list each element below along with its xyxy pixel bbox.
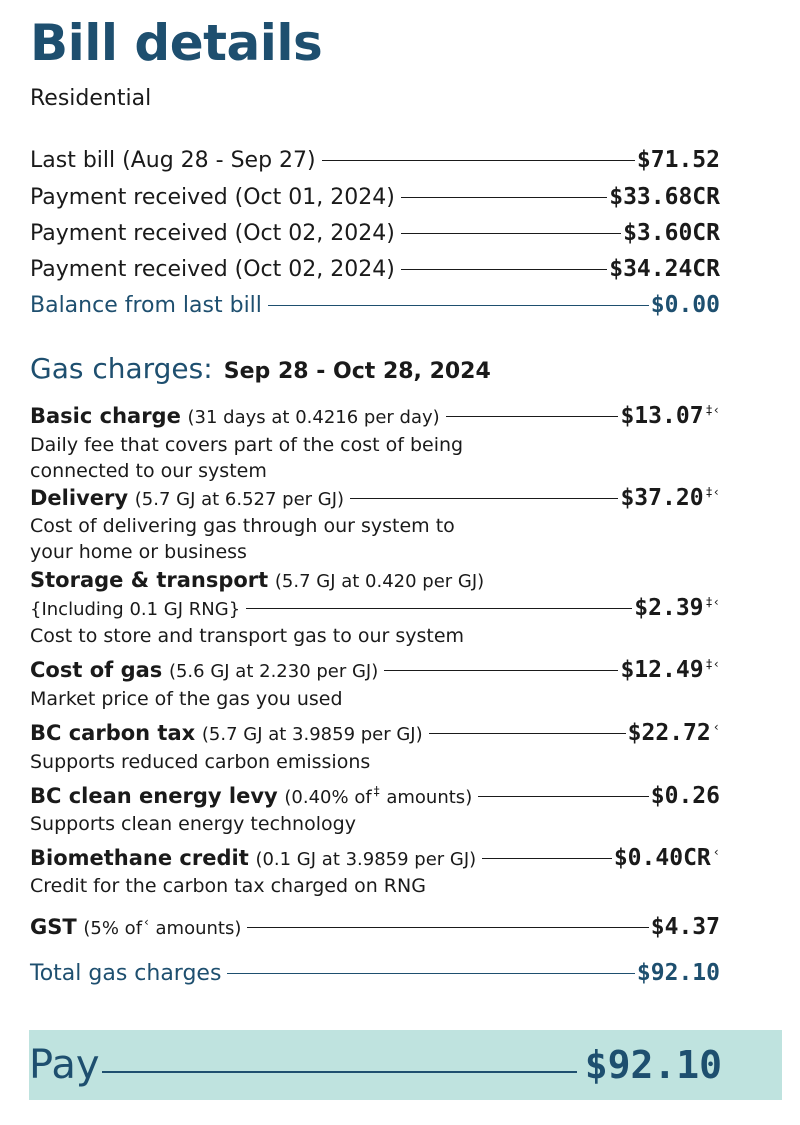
detail-footnote-mark: ‡: [373, 784, 380, 798]
leader-line: [401, 197, 607, 198]
charge-description: Daily fee that covers part of the cost of being: [30, 434, 464, 456]
charge-amount: $37.20: [620, 485, 704, 511]
pay-summary-box: [29, 1030, 782, 1100]
charge-detail: (31 days at 0.4216 per day): [187, 407, 440, 428]
payment-label: Payment received (Oct 02, 2024): [30, 220, 395, 246]
balance-amount: $0.00: [650, 292, 720, 318]
charge-footnote-marks: ‹: [712, 720, 720, 735]
charge-detail: (5% of: [83, 918, 143, 939]
charge-detail: (5.7 GJ at 6.527 per GJ): [134, 489, 345, 510]
leader-line: [401, 233, 621, 234]
charge-amount: $13.07: [620, 403, 704, 429]
last-bill-label: Last bill (Aug 28 - Sep 27): [30, 147, 316, 173]
charge-description: Cost of delivering gas through our system to: [30, 515, 455, 537]
charge-row-basic: [30, 401, 720, 431]
leader-line: [384, 670, 618, 671]
payment-row: [30, 216, 720, 250]
payment-amount: $34.24CR: [609, 256, 720, 282]
charge-row-storage: [30, 565, 720, 595]
last-bill-amount: $71.52: [636, 147, 720, 173]
charge-description: your home or business: [30, 541, 247, 563]
payment-row: [30, 252, 720, 286]
balance-row: [30, 288, 720, 322]
charge-description: Cost to store and transport gas to our system: [30, 625, 465, 647]
leader-line: [429, 733, 626, 734]
charge-name: Storage & transport: [30, 568, 269, 592]
charge-row-carbon-tax: [30, 718, 720, 748]
charge-name: Delivery: [30, 486, 129, 510]
gas-charges-period: Sep 28 - Oct 28, 2024: [223, 359, 491, 384]
charge-row-storage-sub: [30, 593, 720, 623]
charge-row-clean-energy-levy: [30, 781, 720, 811]
payment-label: Payment received (Oct 01, 2024): [30, 184, 395, 210]
balance-label: Balance from last bill: [30, 292, 262, 318]
leader-line: [322, 160, 635, 161]
charge-name: Basic charge: [30, 404, 181, 428]
charge-description: Supports clean energy technology: [30, 813, 356, 835]
leader-line: [227, 973, 634, 974]
charge-footnote-marks: ‹: [712, 845, 720, 860]
leader-line: [482, 858, 612, 859]
charge-detail: (5.7 GJ at 3.9859 per GJ): [201, 724, 423, 745]
charge-footnote-marks: ‡‹: [705, 485, 720, 500]
leader-line: [268, 305, 649, 306]
total-gas-charges-row: [30, 956, 720, 990]
charge-detail: (0.1 GJ at 3.9859 per GJ): [255, 849, 477, 870]
charge-amount: $4.37: [650, 914, 720, 940]
charge-description: Credit for the carbon tax charged on RNG: [30, 875, 426, 897]
charge-amount: $22.72: [627, 720, 711, 746]
charge-name: GST: [30, 915, 77, 939]
charge-amount: $0.40CR: [613, 845, 711, 871]
leader-line: [401, 269, 607, 270]
charge-amount: $0.26: [650, 783, 720, 809]
charge-footnote-marks: ‡‹: [705, 657, 720, 672]
account-type: Residential: [30, 86, 152, 111]
charge-description: Supports reduced carbon emissions: [30, 751, 371, 773]
leader-line: [478, 796, 649, 797]
leader-line: [102, 1071, 577, 1073]
detail-footnote-mark: ‹: [144, 915, 149, 929]
payment-label: Payment received (Oct 02, 2024): [30, 256, 395, 282]
charge-row-gst: [30, 912, 720, 942]
total-gas-charges-label: Total gas charges: [30, 960, 222, 986]
total-gas-charges-amount: $92.10: [636, 960, 720, 986]
charge-name: Biomethane credit: [30, 846, 249, 870]
leader-line: [350, 498, 618, 499]
charge-amount: $12.49: [620, 657, 704, 683]
payment-row: [30, 180, 720, 214]
charge-footnote-marks: ‡‹: [705, 595, 720, 610]
charge-detail: (0.40% of: [284, 787, 372, 808]
charge-footnote-marks: ‡‹: [705, 403, 720, 418]
charge-name: BC clean energy levy: [30, 784, 278, 808]
payment-amount: $3.60CR: [623, 220, 720, 246]
charge-detail: amounts): [155, 918, 242, 939]
charge-description: connected to our system: [30, 460, 267, 482]
charge-row-biomethane-credit: [30, 843, 720, 873]
page-title: Bill details: [30, 14, 323, 72]
charge-description: Market price of the gas you used: [30, 688, 343, 710]
gas-charges-heading: [30, 352, 491, 385]
payment-amount: $33.68CR: [609, 184, 720, 210]
charge-row-delivery: [30, 483, 720, 513]
leader-line: [246, 608, 632, 609]
pay-amount: $92.10: [584, 1043, 722, 1087]
charge-detail: (5.7 GJ at 0.420 per GJ): [274, 571, 485, 592]
charge-name: BC carbon tax: [30, 721, 196, 745]
charge-name: Cost of gas: [30, 658, 163, 682]
pay-row: [29, 1030, 722, 1100]
leader-line: [446, 416, 619, 417]
charge-row-cost-of-gas: [30, 655, 720, 685]
charge-detail: {Including 0.1 GJ RNG}: [30, 599, 241, 620]
leader-line: [247, 927, 648, 928]
pay-label: Pay: [29, 1042, 100, 1088]
charge-detail: (5.6 GJ at 2.230 per GJ): [168, 661, 379, 682]
last-bill-row: [30, 143, 720, 177]
charge-detail: amounts): [386, 787, 473, 808]
gas-charges-title: Gas charges:: [30, 352, 213, 385]
charge-amount: $2.39: [634, 595, 704, 621]
